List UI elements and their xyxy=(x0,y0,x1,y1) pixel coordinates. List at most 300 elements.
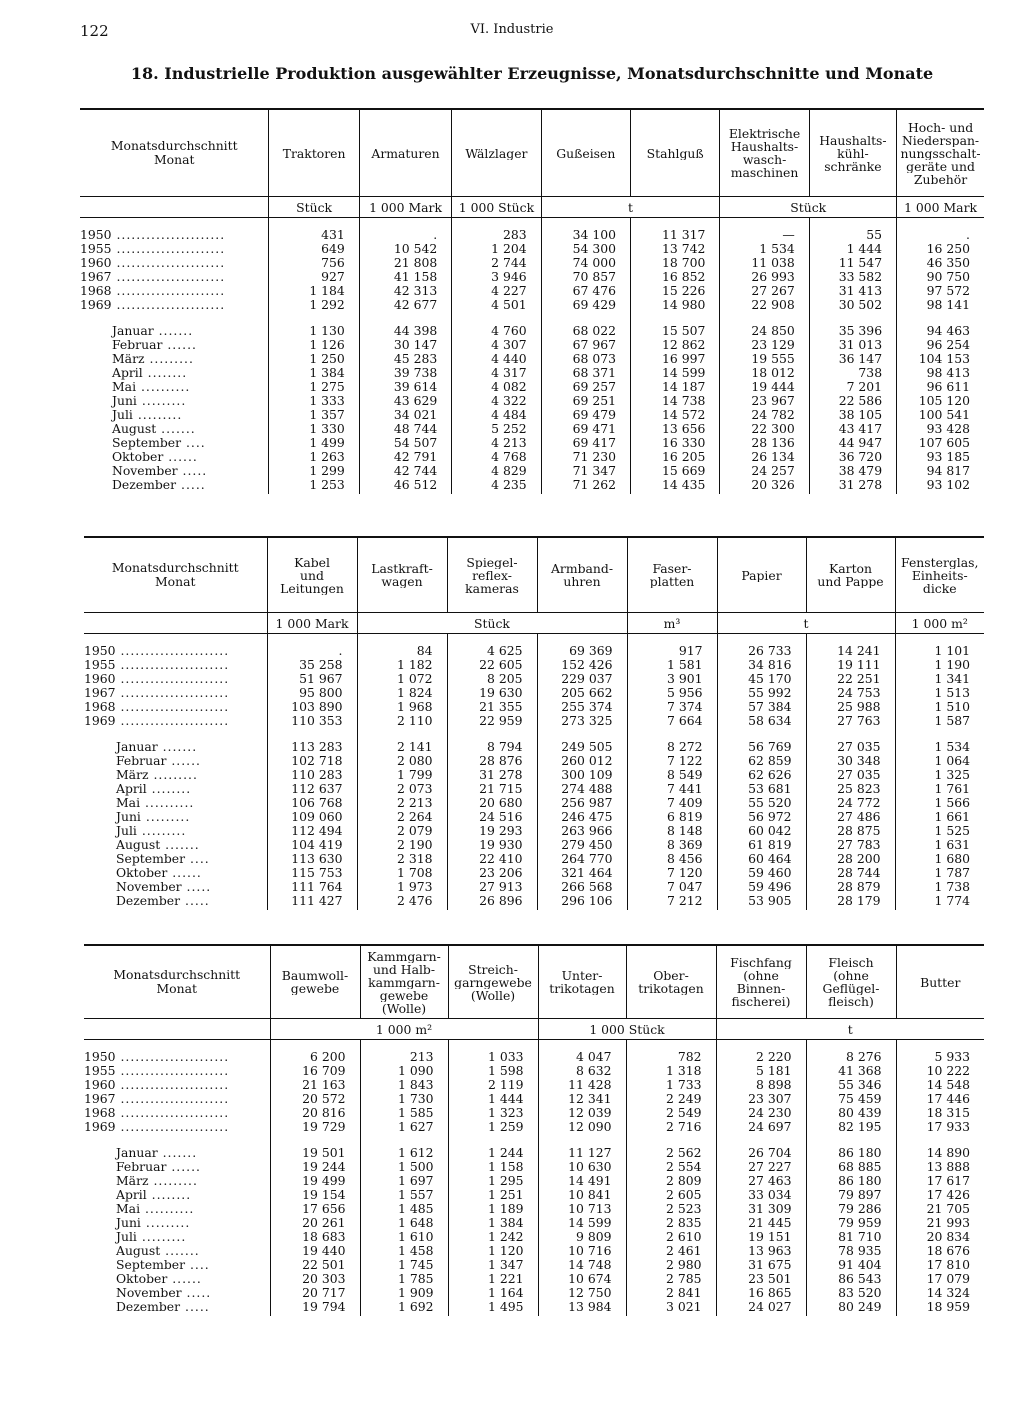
header-row xyxy=(84,945,984,1019)
column-header-line: fleisch) xyxy=(828,995,874,1008)
table-cell: 1 513 xyxy=(934,686,970,700)
data-body xyxy=(84,634,984,911)
table-cell: 321 464 xyxy=(561,866,613,880)
month-label: Oktober xyxy=(116,1272,168,1286)
table-cell: 1 204 xyxy=(491,242,527,256)
table-cell: 69 479 xyxy=(572,408,616,422)
row-gap xyxy=(361,1134,434,1146)
column-header-line: geräte und xyxy=(906,159,975,173)
leader-dots: ....... xyxy=(157,740,198,754)
table-cell: 16 250 xyxy=(926,242,970,256)
table-cell: 22 410 xyxy=(479,852,523,866)
table-cell: 1 120 xyxy=(488,1244,524,1258)
table-cell: 10 630 xyxy=(568,1160,612,1174)
header-row xyxy=(80,109,984,197)
leader-dots: ....... xyxy=(156,422,196,436)
table-cell: 21 715 xyxy=(479,782,523,796)
table-cell: 1 557 xyxy=(398,1188,434,1202)
table-cell: 27 783 xyxy=(837,838,881,852)
row-label-year xyxy=(84,1078,270,1092)
column-header-line: Faser- xyxy=(652,562,692,575)
table-cell: 229 037 xyxy=(561,672,613,686)
table-cell: 1 566 xyxy=(934,796,970,810)
row-label-year xyxy=(80,256,268,270)
table-block-2 xyxy=(84,536,984,910)
unit-label: t xyxy=(717,613,895,634)
table-cell: 21 163 xyxy=(302,1078,346,1092)
table-cell: 8 549 xyxy=(667,768,703,782)
table-cell: 7 212 xyxy=(667,894,703,908)
table-cell: 264 770 xyxy=(561,852,613,866)
table-cell: 1 221 xyxy=(488,1272,524,1286)
table-cell: 4 235 xyxy=(491,478,527,492)
leader-dots: ...... xyxy=(166,754,201,768)
table-cell: 12 862 xyxy=(662,338,706,352)
table-cell: 98 413 xyxy=(926,366,970,380)
row-label-year xyxy=(80,228,268,242)
table-cell: 19 794 xyxy=(302,1300,346,1314)
table-cell: 1 182 xyxy=(397,658,433,672)
month-label: April xyxy=(116,1188,147,1202)
row-gap xyxy=(449,1134,524,1146)
table-cell: 26 134 xyxy=(751,450,795,464)
row-label-year xyxy=(84,644,267,658)
unit-label: 1 000 m² xyxy=(270,1019,538,1040)
unit-label: t xyxy=(716,1019,984,1040)
table-cell: 1 318 xyxy=(666,1064,702,1078)
table-cell: 109 060 xyxy=(291,810,343,824)
row-gap xyxy=(358,728,433,740)
table-cell: 1 510 xyxy=(934,700,970,714)
table-cell: 54 300 xyxy=(572,242,616,256)
table-cell: 1 909 xyxy=(398,1286,434,1300)
table-cell: 1 259 xyxy=(488,1120,524,1134)
value-column xyxy=(720,218,809,495)
table-cell: 1 627 xyxy=(398,1120,434,1134)
column-header-line: Geflügel- xyxy=(822,982,880,995)
leader-dots: ......... xyxy=(136,824,187,838)
column-header-line: (Wolle) xyxy=(470,988,516,1002)
table-cell: 1 680 xyxy=(934,852,970,866)
row-gap xyxy=(897,312,970,324)
column-header-line: Streich- xyxy=(468,962,518,976)
table-cell: 31 278 xyxy=(838,478,883,492)
row-gap xyxy=(84,728,267,740)
table-cell: 4 768 xyxy=(491,450,527,464)
table-cell: 2 213 xyxy=(397,796,433,810)
column-header-line: Lastkraft- xyxy=(371,562,433,575)
table-cell: 112 637 xyxy=(291,782,343,796)
table-cell: 25 988 xyxy=(837,700,881,714)
unit-label: 1 000 Mark xyxy=(267,613,357,634)
table-cell: 18 012 xyxy=(751,366,795,380)
table-cell: 24 230 xyxy=(748,1106,792,1120)
table-cell: 100 541 xyxy=(918,408,970,422)
column-header xyxy=(720,109,809,197)
column-header xyxy=(896,945,984,1019)
table-cell: 67 967 xyxy=(572,338,616,352)
value-column xyxy=(806,1040,896,1317)
table-cell: 27 913 xyxy=(479,880,523,894)
row-gap xyxy=(717,1134,792,1146)
table-cell: 14 980 xyxy=(662,298,706,312)
value-column xyxy=(897,218,984,495)
month-label: Dezember xyxy=(116,1300,181,1314)
units-row xyxy=(84,613,984,634)
table-cell: 12 090 xyxy=(568,1120,612,1134)
row-label-month xyxy=(80,338,268,352)
table-cell: 42 677 xyxy=(393,298,438,312)
column-header xyxy=(717,537,806,613)
row-label-month xyxy=(84,1160,270,1174)
column-header xyxy=(627,537,717,613)
table-cell: 17 810 xyxy=(926,1258,970,1272)
row-label-month xyxy=(84,740,267,754)
table-cell: 27 463 xyxy=(748,1174,792,1188)
month-label: Mai xyxy=(116,1202,141,1216)
row-label-month xyxy=(84,1230,270,1244)
year-label: 1960 xyxy=(84,1078,116,1092)
table-cell: 26 704 xyxy=(748,1146,792,1160)
leader-dots: ...................... xyxy=(115,1106,230,1120)
table-cell: 5 933 xyxy=(934,1050,970,1064)
table-cell: 1 190 xyxy=(934,658,970,672)
table-cell: 15 226 xyxy=(662,284,706,298)
table-cell: 44 947 xyxy=(838,436,883,450)
leader-dots: ......... xyxy=(144,352,194,366)
table-cell: 7 047 xyxy=(667,880,703,894)
table-cell: 10 542 xyxy=(393,242,438,256)
row-gap xyxy=(807,1134,882,1146)
month-label: Oktober xyxy=(112,450,164,464)
table-cell: 115 753 xyxy=(291,866,343,880)
table-cell: 1 973 xyxy=(397,880,433,894)
table-cell: 16 709 xyxy=(302,1064,346,1078)
table-cell: 4 760 xyxy=(491,324,527,338)
table-cell: 1 761 xyxy=(934,782,970,796)
table-cell: 86 180 xyxy=(838,1174,882,1188)
table-cell: 20 326 xyxy=(751,478,795,492)
table-cell: 7 122 xyxy=(667,754,703,768)
table-cell: 2 318 xyxy=(397,852,433,866)
table-cell: 69 369 xyxy=(569,644,613,658)
table-cell: 12 750 xyxy=(568,1286,612,1300)
month-label: August xyxy=(116,1244,161,1258)
table-cell: 13 742 xyxy=(662,242,706,256)
column-header xyxy=(448,945,538,1019)
month-label: Juni xyxy=(116,810,141,824)
table-cell: 34 816 xyxy=(748,658,792,672)
table-cell: 24 027 xyxy=(748,1300,792,1314)
table-cell: 1 648 xyxy=(398,1216,434,1230)
table-cell: 256 987 xyxy=(561,796,613,810)
year-label: 1967 xyxy=(84,1092,116,1106)
table-cell: 1 253 xyxy=(309,478,345,492)
leader-dots: ...................... xyxy=(111,242,226,256)
month-label: November xyxy=(116,880,182,894)
table-cell: 31 013 xyxy=(838,338,883,352)
table-cell: 60 042 xyxy=(748,824,792,838)
column-header-line: Butter xyxy=(920,975,961,989)
year-label: 1969 xyxy=(84,1120,116,1134)
table-cell: 2 716 xyxy=(666,1120,702,1134)
column-header-line: Haushalts- xyxy=(819,133,887,147)
units-row xyxy=(80,197,984,218)
table-cell: 28 876 xyxy=(479,754,523,768)
table-cell: 56 972 xyxy=(748,810,792,824)
leader-dots: ...................... xyxy=(111,284,226,298)
table-cell: 1 787 xyxy=(934,866,970,880)
column-header-line: uhren xyxy=(563,575,601,588)
table-cell: 68 022 xyxy=(572,324,616,338)
table-cell: 1 824 xyxy=(397,686,433,700)
table-cell: 431 xyxy=(321,228,345,242)
table-cell: 1 598 xyxy=(488,1064,524,1078)
table-cell: 18 959 xyxy=(926,1300,970,1314)
leader-dots: ..... xyxy=(180,894,210,908)
row-label-year xyxy=(80,242,268,256)
leader-dots: ...... xyxy=(166,1160,201,1174)
table-cell: 90 750 xyxy=(926,270,970,284)
table-cell: 71 230 xyxy=(572,450,616,464)
table-cell: 1 774 xyxy=(934,894,970,908)
table-cell: 1 458 xyxy=(398,1244,434,1258)
table-cell: 19 555 xyxy=(751,352,795,366)
column-header xyxy=(806,537,895,613)
table-cell: 1 090 xyxy=(398,1064,434,1078)
stub-header-line: Monatsdurchschnitt xyxy=(110,139,238,153)
table-cell: 4 307 xyxy=(491,338,527,352)
stub-header xyxy=(80,109,269,197)
table-cell: 98 141 xyxy=(926,298,970,312)
table-cell: 59 460 xyxy=(748,866,792,880)
month-label: April xyxy=(116,782,147,796)
table-cell: 1 587 xyxy=(934,714,970,728)
column-header-line: trikotagen xyxy=(638,982,704,995)
row-label-month xyxy=(84,1258,270,1272)
unit-label: Stück xyxy=(269,197,359,218)
unit-label: 1 000 Stück xyxy=(452,197,541,218)
table-cell: 738 xyxy=(858,366,883,380)
table-cell: 113 283 xyxy=(291,740,343,754)
month-label: März xyxy=(116,768,149,782)
leader-dots: ...................... xyxy=(115,1078,230,1092)
row-label-year xyxy=(84,1092,270,1106)
table-cell: 273 325 xyxy=(561,714,613,728)
table-cell: 1 072 xyxy=(397,672,433,686)
table-cell: 5 181 xyxy=(756,1064,792,1078)
row-label-month xyxy=(84,754,267,768)
column-header-line: Traktoren xyxy=(282,146,346,160)
month-label: April xyxy=(112,366,143,380)
table-cell: 8 369 xyxy=(667,838,703,852)
table-cell: 24 850 xyxy=(751,324,795,338)
month-label: September xyxy=(116,852,186,866)
row-label-month xyxy=(84,768,267,782)
leader-dots: ...... xyxy=(167,866,202,880)
year-label: 1955 xyxy=(84,1064,116,1078)
table-cell: 3 946 xyxy=(491,270,527,284)
table-cell: 46 350 xyxy=(926,256,970,270)
column-header-line: fischerei) xyxy=(731,995,791,1008)
stub-header-line: Monatsdurchschnitt xyxy=(111,561,239,575)
row-label-month xyxy=(84,1244,270,1258)
row-gap xyxy=(360,312,437,324)
row-gap xyxy=(80,312,268,324)
units-stub xyxy=(80,197,269,218)
table-cell: 104 153 xyxy=(918,352,970,366)
row-gap xyxy=(807,728,881,740)
table-cell: 110 353 xyxy=(291,714,343,728)
column-header-line: reflex- xyxy=(472,568,512,582)
row-label-month xyxy=(84,1272,270,1286)
unit-label: m³ xyxy=(627,613,717,634)
row-label-month xyxy=(84,796,267,810)
column-header-line: Karton xyxy=(829,562,872,575)
month-label: Januar xyxy=(116,1146,158,1160)
table-cell: 2 523 xyxy=(666,1202,702,1216)
table-cell: 782 xyxy=(677,1050,702,1064)
table-cell: 23 307 xyxy=(748,1092,792,1106)
table-cell: 6 200 xyxy=(310,1050,346,1064)
table-cell: 260 012 xyxy=(561,754,613,768)
table-cell: 1 708 xyxy=(397,866,433,880)
month-label: September xyxy=(116,1258,186,1272)
table-cell: 42 313 xyxy=(393,284,438,298)
table-cell: 1 299 xyxy=(309,464,345,478)
value-column xyxy=(716,1040,806,1317)
table-cell: 7 409 xyxy=(667,796,703,810)
row-gap xyxy=(84,1134,270,1146)
table-cell: 2 809 xyxy=(666,1174,702,1188)
leader-dots: ......... xyxy=(132,408,183,422)
table-cell: 1 064 xyxy=(934,754,970,768)
table-cell: 8 276 xyxy=(846,1050,882,1064)
row-label-month xyxy=(80,366,268,380)
column-header-line: und Pappe xyxy=(817,575,884,588)
table-cell: 1 799 xyxy=(397,768,433,782)
row-label-month xyxy=(84,1188,270,1202)
column-header-line: Armband- xyxy=(550,562,614,575)
table-cell: 1 295 xyxy=(488,1174,524,1188)
column-header-line: Einheits- xyxy=(911,568,968,582)
table-cell: 1 033 xyxy=(488,1050,524,1064)
table-cell: 34 100 xyxy=(572,228,616,242)
leader-dots: ....... xyxy=(153,324,194,338)
row-label-month xyxy=(80,450,268,464)
table-cell: 48 744 xyxy=(393,422,438,436)
column-header-line: (Wolle) xyxy=(381,1001,427,1015)
table-cell: 58 634 xyxy=(748,714,792,728)
table-cell: 16 205 xyxy=(662,450,706,464)
table-cell: 8 632 xyxy=(576,1064,612,1078)
table-cell: 31 675 xyxy=(748,1258,792,1272)
column-header-line: Unter- xyxy=(561,969,603,982)
table-cell: 67 476 xyxy=(572,284,616,298)
row-gap xyxy=(810,312,882,324)
column-header-line: Fischfang xyxy=(730,956,792,969)
table-cell: 80 439 xyxy=(838,1106,882,1120)
table-cell: 249 505 xyxy=(561,740,613,754)
leader-dots: .......... xyxy=(136,380,191,394)
table-cell: 97 572 xyxy=(926,284,970,298)
table-cell: 18 676 xyxy=(926,1244,970,1258)
table-cell: 17 617 xyxy=(926,1174,970,1188)
table-cell: 266 568 xyxy=(561,880,613,894)
table-cell: 104 419 xyxy=(291,838,343,852)
table-cell: 1 631 xyxy=(934,838,970,852)
table-cell: 2 554 xyxy=(666,1160,702,1174)
table-cell: 1 263 xyxy=(309,450,345,464)
table-cell: 1 692 xyxy=(398,1300,434,1314)
production-table xyxy=(84,944,984,1316)
row-label-month xyxy=(84,1146,270,1160)
row-label-year xyxy=(80,270,268,284)
table-cell: 14 748 xyxy=(568,1258,612,1272)
table-cell: 1 610 xyxy=(398,1230,434,1244)
row-gap xyxy=(268,728,343,740)
row-gap xyxy=(539,1134,612,1146)
table-cell: 4 213 xyxy=(491,436,527,450)
table-cell: 28 200 xyxy=(837,852,881,866)
table-cell: 96 611 xyxy=(926,380,970,394)
table-cell: 1 730 xyxy=(398,1092,434,1106)
table-cell: 649 xyxy=(321,242,345,256)
table-cell: 10 716 xyxy=(568,1244,612,1258)
row-label-month xyxy=(80,422,268,436)
table-cell: 84 xyxy=(416,644,433,658)
table-cell: 14 599 xyxy=(568,1216,612,1230)
units-stub xyxy=(84,613,267,634)
table-cell: 6 819 xyxy=(667,810,703,824)
table-cell: 19 293 xyxy=(479,824,523,838)
month-label: August xyxy=(116,838,161,852)
value-column xyxy=(447,634,537,911)
leader-dots: ......... xyxy=(136,1230,187,1244)
leader-dots: ..... xyxy=(181,1286,212,1300)
table-cell: 41 368 xyxy=(838,1064,882,1078)
table-cell: 19 499 xyxy=(302,1174,346,1188)
table-cell: 24 697 xyxy=(748,1120,792,1134)
leader-dots: ......... xyxy=(136,394,187,408)
table-cell: 4 317 xyxy=(491,366,527,380)
row-gap xyxy=(718,728,792,740)
table-cell: 71 262 xyxy=(572,478,616,492)
table-cell: 112 494 xyxy=(291,824,343,838)
table-cell: 2 610 xyxy=(666,1230,702,1244)
table-cell: . xyxy=(966,228,970,242)
table-cell: 24 772 xyxy=(837,796,881,810)
table-cell: 2 264 xyxy=(397,810,433,824)
table-cell: 28 136 xyxy=(751,436,795,450)
value-column xyxy=(270,1040,360,1317)
table-cell: 12 039 xyxy=(568,1106,612,1120)
leader-dots: ......... xyxy=(140,1216,191,1230)
leader-dots: ...................... xyxy=(111,270,226,284)
table-cell: 21 705 xyxy=(926,1202,970,1216)
table-cell: 4 829 xyxy=(491,464,527,478)
column-header xyxy=(269,109,359,197)
column-header xyxy=(270,945,360,1019)
leader-dots: ...................... xyxy=(111,256,226,270)
month-label: Juli xyxy=(116,824,137,838)
column-header-line: Gußeisen xyxy=(556,146,616,160)
stub-header-line: Monat xyxy=(156,982,197,996)
leader-dots: ...................... xyxy=(115,714,230,728)
leader-dots: ...... xyxy=(162,338,197,352)
table-cell: 14 491 xyxy=(568,1174,612,1188)
unit-label: 1 000 Mark xyxy=(359,197,451,218)
